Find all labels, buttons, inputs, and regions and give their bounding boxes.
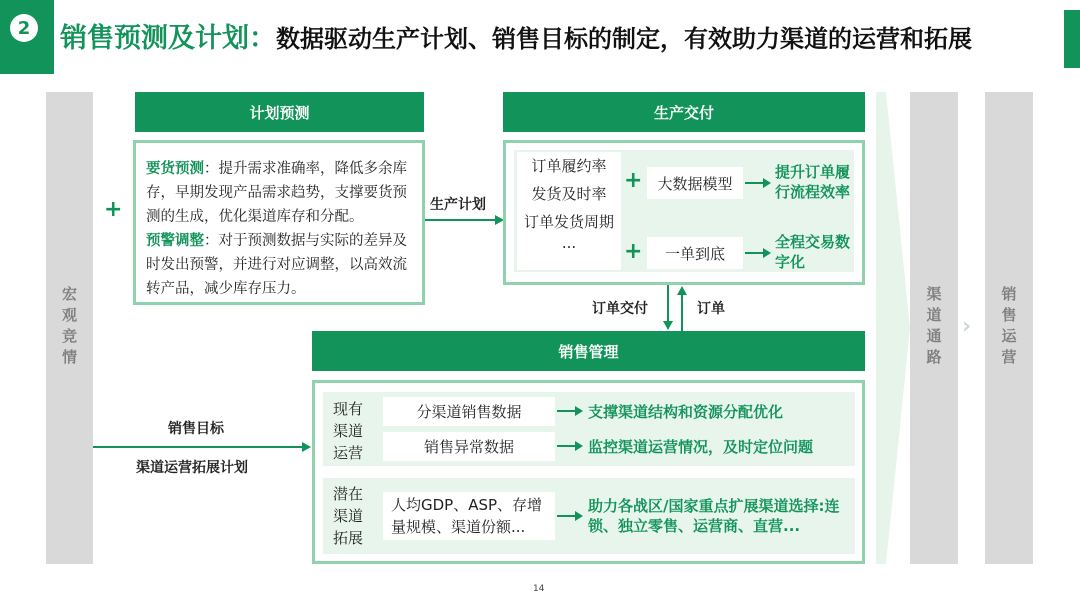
order-delivery-label: 订单交付 [592,301,648,317]
sales-target-label: 销售目标 [168,421,224,437]
sales-management-header: 销售管理 [312,331,865,371]
sales-anomaly-data-box: 销售异常数据 [383,432,555,461]
demand-forecast-key: 要货预测 [146,161,204,177]
monitor-channel-output: 监控渠道运营情况，及时定位问题 [588,438,814,456]
flow-chevron-shape [876,92,910,564]
channel-plan-label: 渠道运营拓展计划 [136,460,248,476]
order-flow-arrows [660,285,690,331]
single-order-box: 一单到底 [647,237,743,269]
arrow-icon [557,509,583,523]
header-number-badge: 2 [10,14,38,42]
plus-icon: + [624,239,643,264]
sales-operation-column: 销售运营 [985,92,1033,564]
plan-forecast-panel [133,140,425,305]
channel-selection-output: 助力各战区/国家重点扩展渠道选择:连锁、独立零售、运营商、直营... [588,497,840,535]
plus-icon: + [104,197,123,222]
channel-path-column: 渠道通路 [910,92,958,564]
alert-adjust-key: 预警调整 [146,233,204,249]
sales-target-arrow [93,439,312,455]
plan-forecast-header: 计划预测 [135,92,424,132]
macro-competition-column: 宏观竞情 [46,92,93,564]
metrics-list [517,152,621,270]
potential-metrics-box: 人均GDP、ASP、存增量规模、渠道份额... [383,492,555,540]
page-title [60,16,972,55]
page-number: 14 [533,584,545,594]
metric-item: ... [561,234,577,252]
order-efficiency-output: 提升订单履行流程效率 [775,163,851,201]
digital-transaction-output: 全程交易数字化 [775,233,851,271]
title-main: 销售预测及计划： [60,23,276,54]
chevron-right-icon: › [962,314,972,339]
plus-icon: + [624,168,643,193]
order-label: 订单 [697,301,725,317]
metric-item: 订单履约率 [531,157,607,175]
production-plan-label: 生产计划 [430,197,486,213]
title-sub: 数据驱动生产计划、销售目标的制定，有效助力渠道的运营和拓展 [276,25,972,53]
alert-adjust-text: ：对于预测数据与实际的差异及时发出预警，并进行对应调整，以高效流转产品，减少库存压力。 [146,233,407,297]
header-divider [42,8,46,74]
arrow-icon [557,439,583,453]
production-delivery-header: 生产交付 [503,92,865,132]
existing-channel-label: 现有渠道运营 [333,400,364,462]
big-data-model-box: 大数据模型 [647,167,743,199]
potential-channel-label: 潜在渠道拓展 [333,485,364,547]
header-right-accent [1064,10,1080,68]
production-plan-arrow [425,212,505,228]
metric-item: 发货及时率 [531,185,607,203]
channel-sales-data-box: 分渠道销售数据 [383,397,555,426]
arrow-icon [745,176,771,190]
arrow-icon [557,404,583,418]
arrow-icon [745,246,771,260]
metric-item: 订单发货周期 [523,213,614,231]
demand-forecast-text: ：提升需求准确率，降低多余库存，早期发现产品需求趋势，支撑要货预测的生成，优化渠道库存和分配。 [146,161,407,225]
channel-structure-output: 支撑渠道结构和资源分配优化 [588,403,784,421]
